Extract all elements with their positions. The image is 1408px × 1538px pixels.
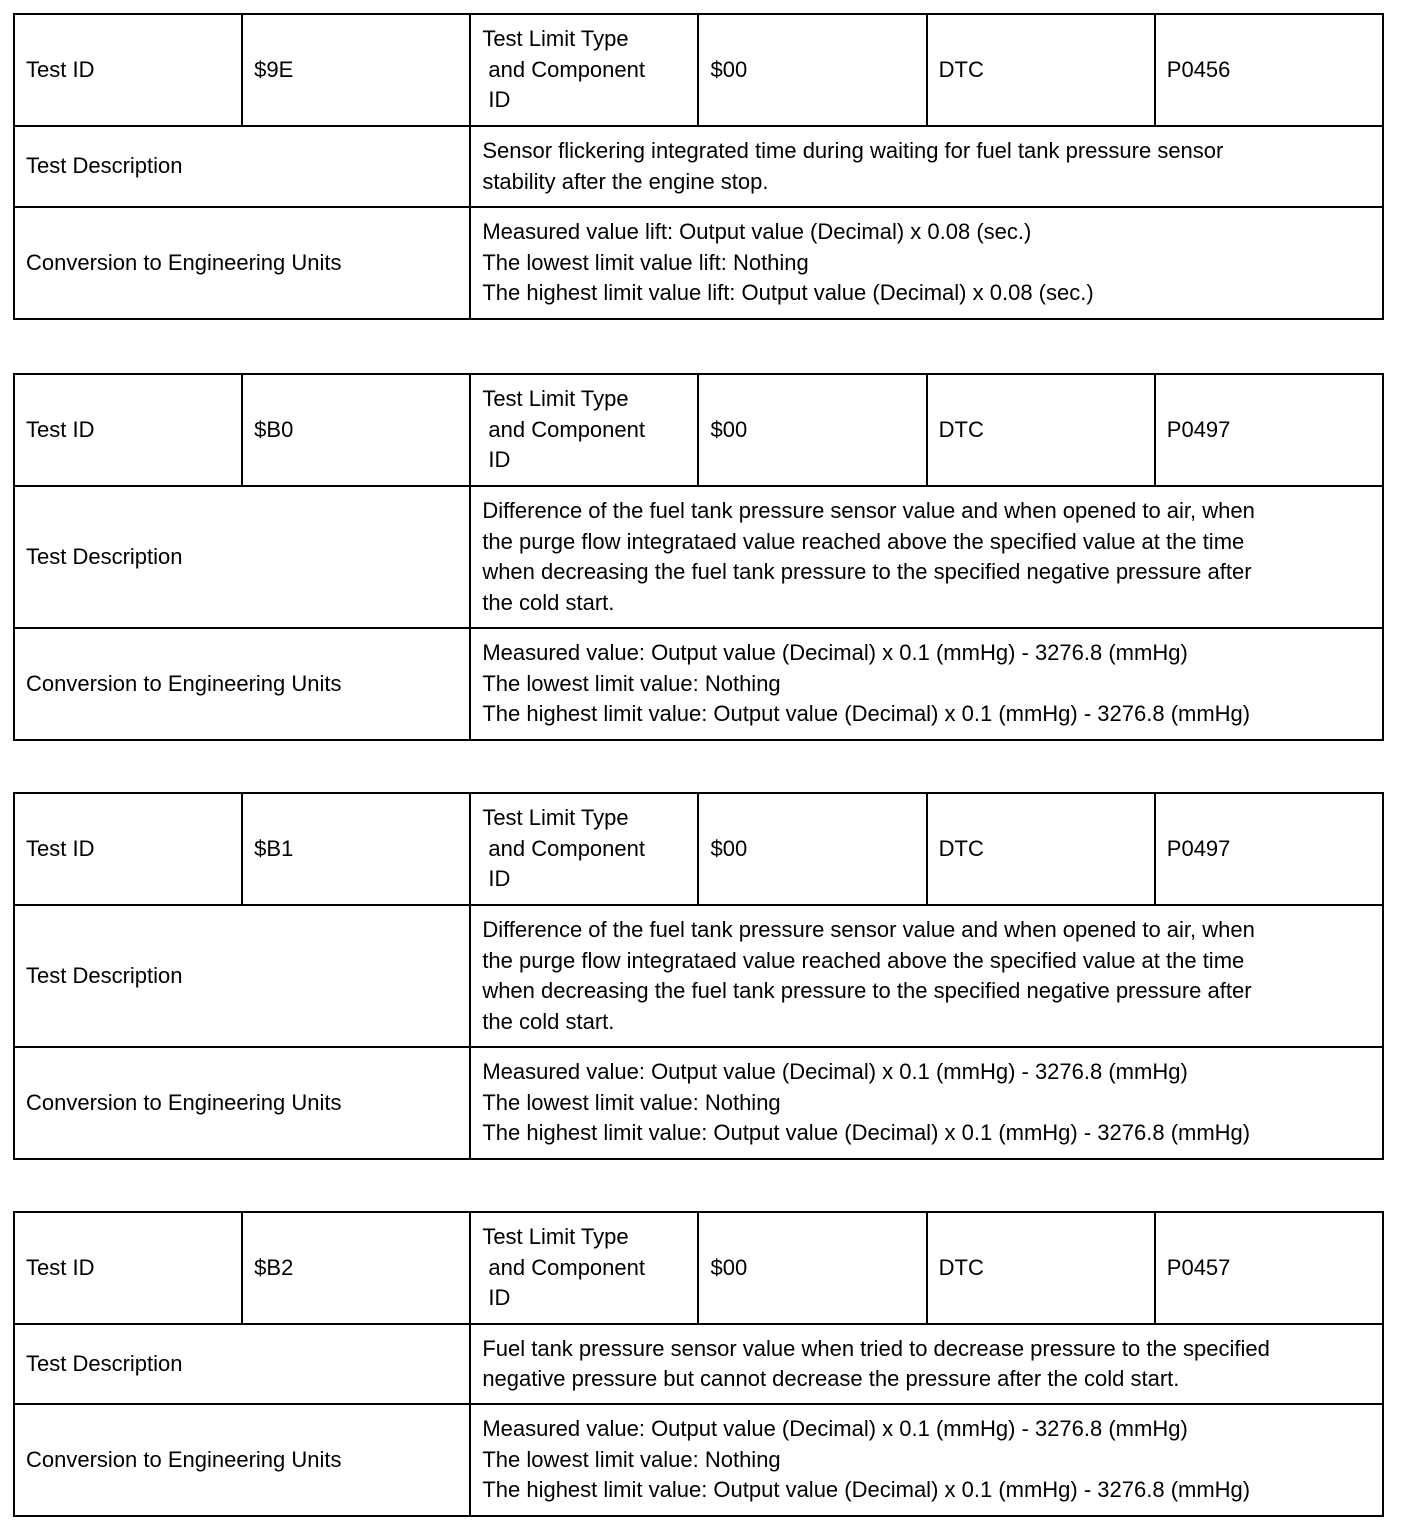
test-description-label: Test Description [14, 905, 470, 1047]
description-line: the cold start. [482, 589, 615, 615]
description-line: Difference of the fuel tank pressure sensor value and when opened to air, when [482, 498, 1255, 523]
conversion-value [470, 628, 1383, 740]
limit-type-value: $00 [698, 14, 926, 126]
conversion-value [470, 207, 1383, 319]
limit-type-label [470, 374, 698, 486]
dtc-value: P0456 [1155, 14, 1383, 126]
test-id-label: Test ID [14, 1212, 242, 1324]
limit-type-label-line: Test Limit Type [482, 1224, 629, 1250]
test-id-value: $9E [242, 14, 470, 126]
conversion-line: Measured value: Output value (Decimal) x 0.1 (mmHg) - 3276.8 (mmHg) [482, 1416, 1188, 1442]
conversion-label: Conversion to Engineering Units [14, 1047, 470, 1159]
test-table [13, 792, 1384, 1160]
limit-type-label-line: ID [482, 1285, 511, 1311]
test-description-label: Test Description [14, 126, 470, 207]
limit-type-label-line: Test Limit Type [482, 805, 629, 831]
description-line: Difference of the fuel tank pressure sensor value and when opened to air, when [482, 917, 1255, 942]
description-row [14, 1324, 1383, 1404]
conversion-line: The lowest limit value: Nothing [482, 1446, 781, 1472]
limit-type-label-line: and Component [482, 835, 645, 861]
conversion-value [470, 1047, 1383, 1159]
header-row [14, 14, 1383, 126]
conversion-line: The highest limit value: Output value (Decimal) x 0.1 (mmHg) - 3276.8 (mmHg) [482, 701, 1251, 727]
conversion-row [14, 207, 1383, 319]
limit-type-value: $00 [698, 374, 926, 486]
test-description-label: Test Description [14, 1324, 470, 1404]
test-table [13, 13, 1384, 320]
description-line: stability after the engine stop. [482, 168, 769, 194]
dtc-label: DTC [927, 374, 1155, 486]
description-row [14, 486, 1383, 628]
description-line: when decreasing the fuel tank pressure to the specified negative pressure after [482, 978, 1252, 1003]
conversion-line: Measured value: Output value (Decimal) x 0.1 (mmHg) - 3276.8 (mmHg) [482, 640, 1188, 666]
limit-type-label [470, 793, 698, 905]
dtc-value: P0497 [1155, 793, 1383, 905]
test-table [13, 373, 1384, 741]
description-line: Fuel tank pressure sensor value when tried to decrease pressure to the specified [482, 1335, 1270, 1361]
conversion-label: Conversion to Engineering Units [14, 207, 470, 319]
test-description-value [470, 486, 1383, 628]
dtc-value: P0497 [1155, 374, 1383, 486]
test-table [13, 1211, 1384, 1517]
test-id-value: $B1 [242, 793, 470, 905]
description-line: Sensor flickering integrated time during waiting for fuel tank pressure sensor [482, 138, 1224, 163]
limit-type-label-line: ID [482, 866, 511, 892]
dtc-label: DTC [927, 793, 1155, 905]
description-line: the purge flow integrataed value reached above the specified value at the time [482, 528, 1245, 554]
dtc-label: DTC [927, 14, 1155, 126]
test-description-label: Test Description [14, 486, 470, 628]
description-line: when decreasing the fuel tank pressure to the specified negative pressure after [482, 559, 1252, 584]
conversion-value [470, 1404, 1383, 1516]
limit-type-label-line: ID [482, 87, 511, 113]
dtc-label: DTC [927, 1212, 1155, 1324]
test-id-label: Test ID [14, 14, 242, 126]
limit-type-label-line: and Component [482, 416, 645, 442]
test-id-label: Test ID [14, 374, 242, 486]
test-description-value [470, 905, 1383, 1047]
dtc-value: P0457 [1155, 1212, 1383, 1324]
description-row [14, 126, 1383, 207]
test-description-value [470, 126, 1383, 207]
limit-type-label [470, 1212, 698, 1324]
conversion-label: Conversion to Engineering Units [14, 628, 470, 740]
test-description-value [470, 1324, 1383, 1404]
header-row [14, 374, 1383, 486]
conversion-row [14, 628, 1383, 740]
conversion-line: The lowest limit value: Nothing [482, 1089, 781, 1115]
limit-type-label-line: and Component [482, 1254, 645, 1280]
description-line: negative pressure but cannot decrease the pressure after the cold start. [482, 1366, 1180, 1391]
conversion-label: Conversion to Engineering Units [14, 1404, 470, 1516]
header-row [14, 1212, 1383, 1324]
conversion-line: Measured value lift: Output value (Decimal) x 0.08 (sec.) [482, 219, 1032, 245]
test-id-value: $B2 [242, 1212, 470, 1324]
limit-type-label-line: ID [482, 447, 511, 473]
limit-type-label-line: Test Limit Type [482, 26, 629, 52]
limit-type-value: $00 [698, 793, 926, 905]
conversion-row [14, 1404, 1383, 1516]
header-row [14, 793, 1383, 905]
limit-type-label-line: and Component [482, 56, 645, 82]
conversion-row [14, 1047, 1383, 1159]
limit-type-label [470, 14, 698, 126]
conversion-line: The lowest limit value: Nothing [482, 670, 781, 696]
test-id-label: Test ID [14, 793, 242, 905]
test-id-value: $B0 [242, 374, 470, 486]
description-line: the cold start. [482, 1008, 615, 1034]
description-row [14, 905, 1383, 1047]
conversion-line: The lowest limit value lift: Nothing [482, 249, 809, 275]
conversion-line: The highest limit value lift: Output value (Decimal) x 0.08 (sec.) [482, 280, 1094, 306]
limit-type-value: $00 [698, 1212, 926, 1324]
limit-type-label-line: Test Limit Type [482, 386, 629, 412]
conversion-line: The highest limit value: Output value (Decimal) x 0.1 (mmHg) - 3276.8 (mmHg) [482, 1120, 1251, 1146]
conversion-line: The highest limit value: Output value (Decimal) x 0.1 (mmHg) - 3276.8 (mmHg) [482, 1477, 1251, 1503]
conversion-line: Measured value: Output value (Decimal) x 0.1 (mmHg) - 3276.8 (mmHg) [482, 1059, 1188, 1085]
description-line: the purge flow integrataed value reached above the specified value at the time [482, 947, 1245, 973]
